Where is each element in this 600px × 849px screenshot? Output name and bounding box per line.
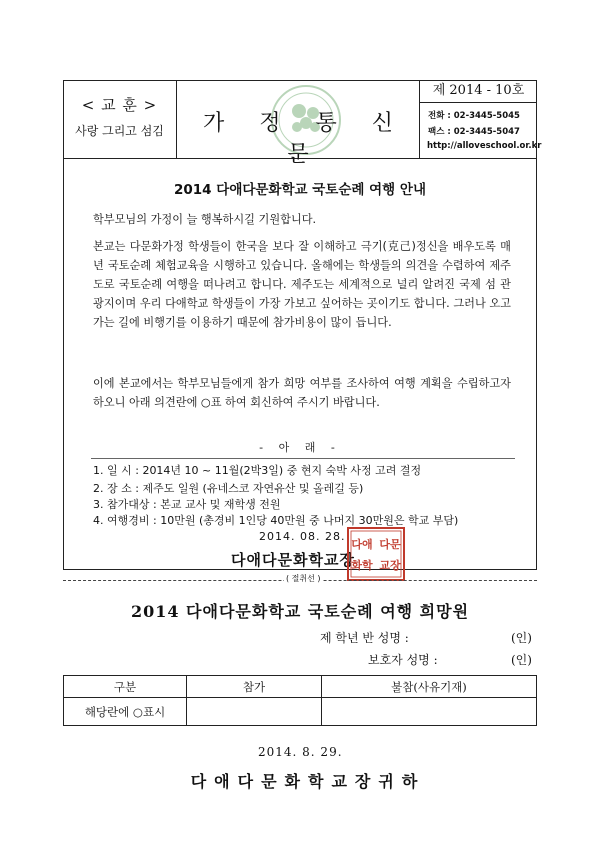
newsletter-title-cell xyxy=(177,80,420,167)
reply-table xyxy=(63,675,537,726)
absent-reason-cell[interactable] xyxy=(322,698,537,726)
table-row xyxy=(64,698,537,726)
cut-line-label: ( 절취선 ) xyxy=(286,574,321,583)
notice-heading: 2014 다애다문화학교 국토순례 여행 안내 xyxy=(174,182,426,198)
school-website[interactable]: http://alloveschool.or.kr xyxy=(427,141,542,151)
reply-date: 2014. 8. 29. xyxy=(258,745,343,759)
table-header-attend: 참가 xyxy=(187,676,322,698)
detail-item-place: 2. 장 소 : 제주도 일원 (유네스코 자연유산 및 올레길 등) xyxy=(93,482,364,495)
svg-text:화학: 화학 xyxy=(351,559,373,572)
issue-number: 제 2014 - 10호 xyxy=(420,80,537,103)
school-motto xyxy=(63,80,177,159)
svg-text:다문: 다문 xyxy=(379,538,401,551)
greeting-text: 학부모님의 가정이 늘 행복하시길 기원합니다. xyxy=(93,213,317,226)
fax-number: 팩스 : 02-3445-5047 xyxy=(428,127,520,137)
table-header-row xyxy=(64,676,537,698)
detail-item-date: 1. 일 시 : 2014년 10 ~ 11월(2박3일) 중 현지 숙박 사정 고려 결정 xyxy=(93,464,422,477)
student-name-field[interactable]: 제 학년 반 성명 : xyxy=(320,631,409,645)
table-row-label: 해당란에 ○표시 xyxy=(64,698,187,726)
attend-cell[interactable] xyxy=(187,698,322,726)
table-header-category: 구분 xyxy=(64,676,187,698)
notice-date: 2014. 08. 28. xyxy=(259,530,346,543)
svg-text:교장: 교장 xyxy=(379,559,401,572)
phone-number: 전화 : 02-3445-5045 xyxy=(428,111,520,121)
student-seal-mark: (인) xyxy=(511,631,532,645)
detail-item-target: 3. 참가대상 : 본교 교사 및 재학생 전원 xyxy=(93,498,281,511)
table-header-absent: 불참(사유기재) xyxy=(322,676,537,698)
details-separator: - 아 래 - xyxy=(259,441,341,454)
motto-title: < 교 훈 > xyxy=(81,96,158,114)
principal-signature: 다애다문화학교장 xyxy=(231,551,355,569)
divider-line xyxy=(91,458,515,459)
school-seal-stamp xyxy=(347,527,405,581)
detail-item-cost: 4. 여행경비 : 10만원 (총경비 1인당 40만원 중 나머지 30만원은 학교 부담) xyxy=(93,514,459,527)
motto-text: 사랑 그리고 섬김 xyxy=(75,124,164,138)
guardian-name-field[interactable]: 보호자 성명 : xyxy=(368,653,438,667)
issue-info xyxy=(420,80,542,159)
reply-recipient: 다애다문화학교장귀하 xyxy=(190,772,426,791)
notice-paragraph-1: 본교는 다문화가정 학생들이 한국을 보다 잘 이해하고 극기(克己)정신을 배우도록 매년 국토순례 체험교육을 시행하고 있습니다. 올해에는 학생들의 의견을 수렴하여 제주도로 국토순례 여행을 떠나려고 합니다. 제주도는 세계적으로 널리 알려진 국제 섬 관광지이며 우리 다애학교 학생들이 가장 가보고 싶어하는 곳이기도 합니다. 그러나 오고가는 길에 비행기를 이용하기 때문에 참가비용이 많이 듭니다. xyxy=(93,240,511,329)
reply-form-heading: 2014 다애다문화학교 국토순례 여행 희망원 xyxy=(130,602,470,621)
guardian-seal-mark: (인) xyxy=(511,653,532,667)
newsletter-title: 가 정 통 신 문 xyxy=(203,111,407,167)
notice-paragraph-2: 이에 본교에서는 학부모님들에게 참가 희망 여부를 조사하여 여행 계획을 수립하고자 하오니 아래 의견란에 ○표 하여 회신하여 주시기 바랍니다. xyxy=(93,377,511,409)
svg-text:다애: 다애 xyxy=(351,538,373,551)
